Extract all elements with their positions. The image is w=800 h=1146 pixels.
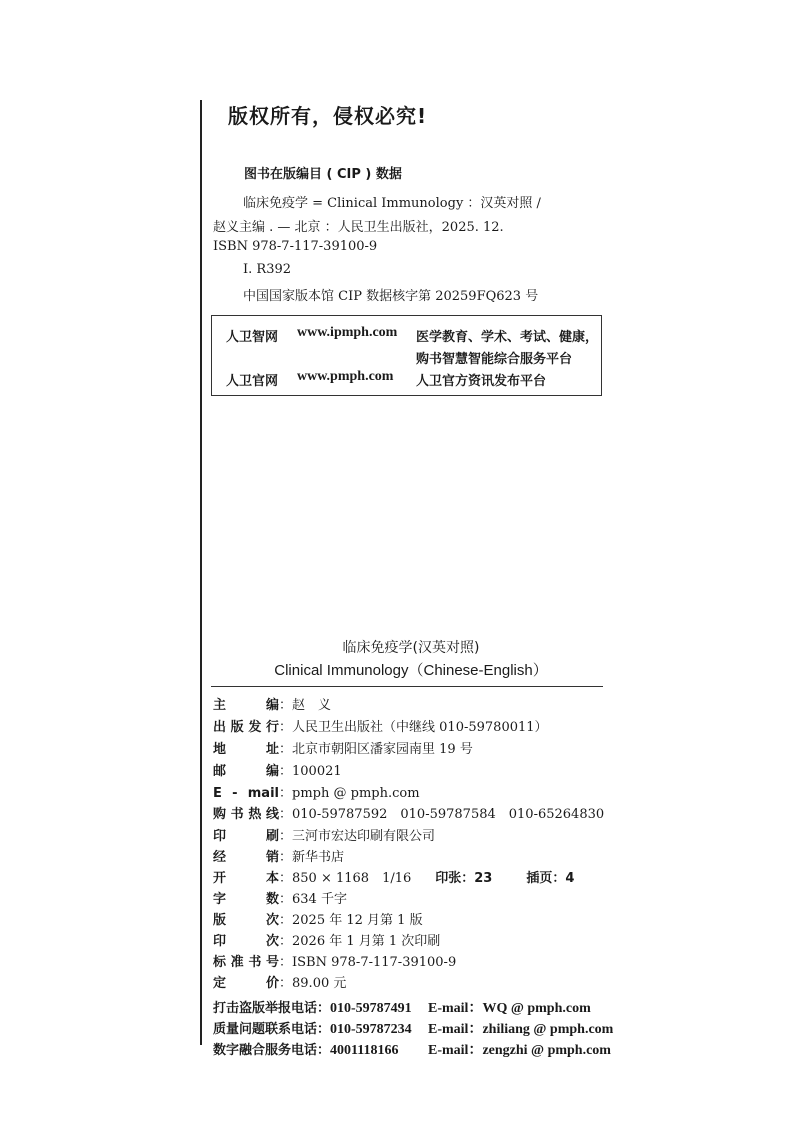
imprint-row: 印 刷：三河市宏达印刷有限公司 bbox=[213, 829, 436, 844]
imprint-value: 89.00 元 bbox=[292, 976, 347, 991]
imprint-row: 印 次：2026 年 1 月第 1 次印刷 bbox=[213, 934, 441, 949]
imprint-value: 三河市宏达印刷有限公司 bbox=[292, 829, 436, 844]
platform-name: 人卫智网 bbox=[226, 330, 279, 345]
cip-line: 中国国家版本馆 CIP 数据核字第 20259FQ623 号 bbox=[243, 289, 539, 304]
imprint-row: 标准书号：ISBN 978-7-117-39100-9 bbox=[213, 955, 457, 970]
imprint-label: 出版发行 bbox=[213, 720, 279, 735]
contact-email-wrap bbox=[428, 997, 591, 1017]
imprint-value: 850 × 1168 1/16 bbox=[292, 871, 412, 886]
copyright-headline: 版权所有，侵权必究! bbox=[228, 104, 428, 128]
imprint-row: E - mail：pmph @ pmph.com bbox=[213, 786, 420, 801]
imprint-value: 634 千字 bbox=[292, 892, 347, 907]
imprint-row: 购书热线：010-59787592 010-59787584 010-65264830 bbox=[213, 807, 605, 822]
imprint-value: 2026 年 1 月第 1 次印刷 bbox=[292, 934, 441, 949]
imprint-row: 地 址：北京市朝阳区潘家园南里 19 号 bbox=[213, 742, 473, 757]
platform-url-link[interactable]: www.ipmph.com bbox=[297, 325, 398, 340]
imprint-row: 主 编：赵 义 bbox=[213, 698, 332, 713]
platform-desc-wrap bbox=[416, 326, 598, 345]
contact-phone: 010-59787491 bbox=[330, 1001, 412, 1016]
imprint-row: 开 本：850 × 1168 1/16 印张：23 插页：4 bbox=[213, 871, 575, 886]
platform-row bbox=[226, 370, 278, 389]
imprint-label: 经 销 bbox=[213, 850, 279, 865]
imprint-value: ISBN 978-7-117-39100-9 bbox=[292, 955, 457, 970]
imprint-value: 100021 bbox=[292, 764, 342, 779]
imprint-label: E - mail bbox=[213, 786, 279, 801]
contact-label: 打击盗版举报电话： bbox=[213, 1001, 331, 1016]
imprint-label: 开 本 bbox=[213, 871, 279, 886]
platform-name: 人卫官网 bbox=[226, 374, 279, 389]
platform-row bbox=[226, 326, 278, 345]
imprint-label: 印 次 bbox=[213, 934, 279, 949]
contact-label: 数字融合服务电话： bbox=[213, 1043, 331, 1058]
contact-email-link[interactable]: E-mail：zengzhi @ pmph.com bbox=[428, 1043, 611, 1058]
imprint-inserts: 插页：4 bbox=[526, 871, 575, 886]
imprint-sheets: 印张：23 bbox=[435, 871, 493, 886]
title-rule bbox=[211, 686, 603, 687]
imprint-value: 赵 义 bbox=[292, 698, 332, 713]
contact-phone: 010-59787234 bbox=[330, 1022, 412, 1037]
imprint-row: 出版发行：人民卫生出版社（中继线 010-59780011） bbox=[213, 720, 548, 735]
contact-label: 质量问题联系电话： bbox=[213, 1022, 331, 1037]
cip-line: ISBN 978-7-117-39100-9 bbox=[213, 239, 378, 254]
book-title-zh: 临床免疫学(汉英对照) bbox=[342, 640, 480, 656]
contact-phone: 4001118166 bbox=[330, 1043, 399, 1058]
platform-desc: 人卫官方资讯发布平台 bbox=[416, 374, 547, 389]
contact-row bbox=[213, 1018, 412, 1038]
contact-row bbox=[213, 997, 412, 1017]
imprint-label: 主 编 bbox=[213, 698, 279, 713]
platform-desc: 医学教育、学术、考试、健康， bbox=[416, 330, 599, 345]
imprint-row: 字 数：634 千字 bbox=[213, 892, 347, 907]
imprint-value: 010-59787592 010-59787584 010-65264830 bbox=[292, 807, 605, 822]
imprint-value: 2025 年 12 月第 1 版 bbox=[292, 913, 423, 928]
platform-url-wrap bbox=[297, 325, 397, 341]
imprint-label: 版 次 bbox=[213, 913, 279, 928]
imprint-label: 字 数 bbox=[213, 892, 279, 907]
platform-desc-wrap bbox=[416, 348, 572, 367]
cip-line: 临床免疫学 = Clinical Immunology ：汉英对照 / bbox=[243, 196, 541, 211]
platform-url-wrap bbox=[297, 369, 393, 385]
platform-url-link[interactable]: www.pmph.com bbox=[297, 369, 394, 384]
imprint-label: 邮 编 bbox=[213, 764, 279, 779]
book-title-en: Clinical Immunology（Chinese-English） bbox=[274, 662, 548, 679]
margin-rule bbox=[200, 100, 202, 1045]
cip-title: 图书在版编目 ( CIP ) 数据 bbox=[244, 167, 402, 182]
contact-email-link[interactable]: E-mail：zhiliang @ pmph.com bbox=[428, 1022, 614, 1037]
imprint-label: 购书热线 bbox=[213, 807, 279, 822]
contact-email-wrap bbox=[428, 1039, 611, 1059]
platform-desc: 购书智慧智能综合服务平台 bbox=[416, 352, 573, 367]
contact-email-wrap bbox=[428, 1018, 613, 1038]
imprint-email-link[interactable]: pmph @ pmph.com bbox=[292, 786, 420, 801]
imprint-label: 标准书号 bbox=[213, 955, 279, 970]
imprint-row: 定 价：89.00 元 bbox=[213, 976, 347, 991]
cip-line: I. R392 bbox=[243, 262, 292, 277]
platform-desc-wrap bbox=[416, 370, 546, 389]
imprint-value: 人民卫生出版社（中继线 010-59780011） bbox=[292, 720, 548, 735]
imprint-label: 印 刷 bbox=[213, 829, 279, 844]
imprint-row: 经 销：新华书店 bbox=[213, 850, 345, 865]
contact-email-link[interactable]: E-mail：WQ @ pmph.com bbox=[428, 1001, 591, 1016]
contact-row bbox=[213, 1039, 398, 1059]
imprint-row: 邮 编：100021 bbox=[213, 764, 342, 779]
imprint-value: 北京市朝阳区潘家园南里 19 号 bbox=[292, 742, 473, 757]
imprint-label: 地 址 bbox=[213, 742, 279, 757]
cip-line: 赵义主编 . — 北京 ：人民卫生出版社，2025. 12. bbox=[213, 220, 504, 235]
imprint-row: 版 次：2025 年 12 月第 1 版 bbox=[213, 913, 423, 928]
imprint-label: 定 价 bbox=[213, 976, 279, 991]
imprint-value: 新华书店 bbox=[292, 850, 345, 865]
